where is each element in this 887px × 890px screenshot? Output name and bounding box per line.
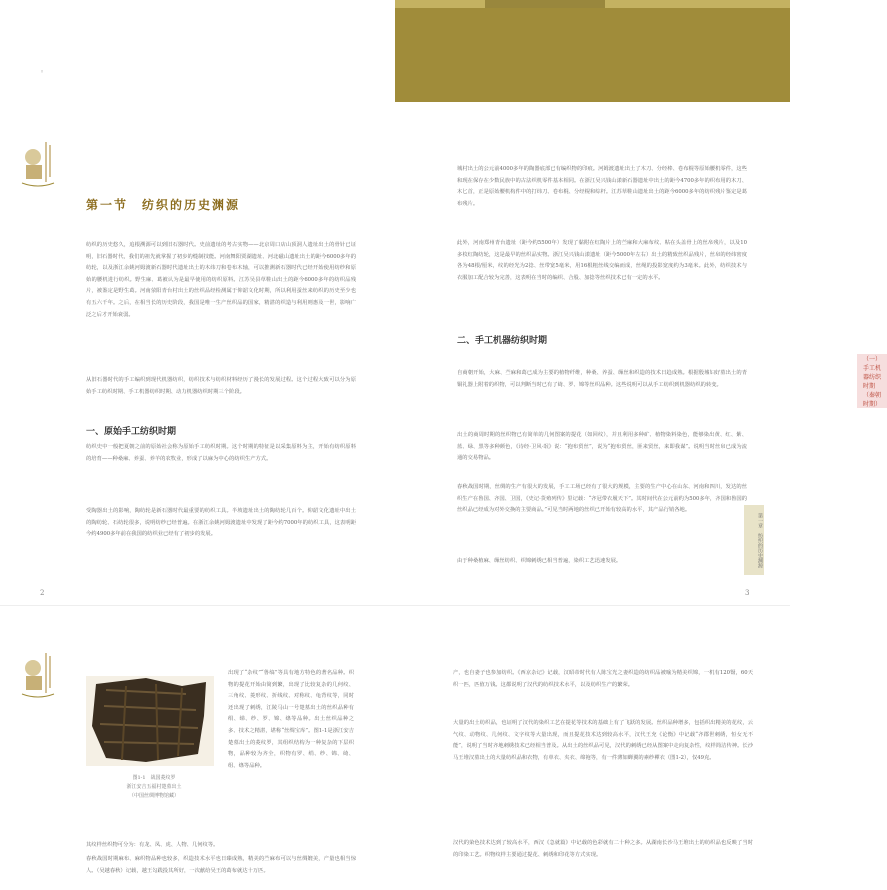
- photo-caption: 图1-1 战国菱纹罗 浙江安吉五福村楚墓出土 （中国丝绸博物馆藏）: [126, 775, 182, 799]
- page-top-right: [395, 0, 882, 605]
- chapter-banner-image: [395, 0, 790, 102]
- page-top-left: [0, 0, 395, 605]
- textile-fragment-photo: [86, 676, 214, 766]
- column-paragraph-2: 其纹样丝织物可分为：有龙、凤、虎、人物、几何纹等。: [86, 842, 219, 848]
- column-paragraph-3: 汉代的染色技术达到了较高水平，西汉《急就篇》中记载的色彩就有二十种之多。从湖南长沙马王堆出土的纺织品也反映了当时的印染工艺。织物纹样主要通过提花、刺绣和印花等方式实现。: [453, 840, 753, 858]
- section-one-title: 一、原始手工纺织时期: [86, 427, 177, 437]
- book-logo-icon: [18, 137, 58, 192]
- column-paragraph-1: 出现了“杂纹”“鲁缟”等具有地方特色的著名品种。织物的提花开始由简到繁，出现了比较复杂的几何纹、三角纹、菱形纹、折线纹、对称纹、龟背纹等，同时还出现了刺绣，江陵马山一号楚墓出土的丝织品种有绢、绨、纱、罗、锦、绦等品种。出土丝织品种之多、技术之精湛，堪称“丝绸宝库”。图1-1是浙江安吉楚墓出土的菱纹罗，其组织结构为一种复杂的下层织物，品种较为齐全，织物有罗、绢、纱、锦、绮、组、绦等品种。: [228, 670, 354, 769]
- chapter-title: 第一节 纺织的历史渊源: [86, 198, 241, 212]
- column-paragraph-5: 春秋战国时期，丝绸的生产有很大的发展，手工工场已经有了很大的规模，主要的生产中心在山东、河南和四川，发达的丝织生产在鲁国、齐国、卫国，《史记·货殖列传》里记载：“齐冠带衣履天下”。其时间代在公元前约为500多年，齐国和鲁国的丝织品已经成为对外交换的主要商品。”可见当时两地的丝织已开始有较高的水平，其产品行销各地。: [457, 484, 748, 514]
- section-one-paragraph: 纺织史中一般把夏朝之前的原始社会称为原始手工纺织时期。这个时期的特征是以采集原料为主，开始有纺织原料的培育——种桑麻、养蚕、养羊的农牧业，形成了以麻为中心的纺织生产方式。: [86, 444, 356, 462]
- chapter-side-tab: 第一章 纺织的历史渊源: [744, 505, 764, 575]
- page-number: 2: [40, 589, 45, 597]
- column-paragraph-3: 春秋战国时期麻布、麻织物品种也较多，织造技术水平也日臻成熟，精美的苎麻布可以与丝绸媲美，产量也相当惊人。（吴越春秋）记载，越王勾践投其所好，一次献给吴王的葛布就达十万匹。: [86, 856, 356, 874]
- page-marker: ◦: [40, 68, 45, 76]
- page-bottom-right: [395, 605, 790, 890]
- column-paragraph-3: 自商朝开始，大麻、苎麻和葛已成为主要的植物纤维，种桑、养蚕、缫丝和织造的技术日趋成熟。根据殷墟妇好墓出土的青铜礼器上附着的织物，可以判断当时已有了绮、罗、锦等丝织品种。这些说明可以从手工纺织到机器纺织的转变。: [457, 370, 747, 388]
- column-paragraph-1: 城村出土的公元前4000多年的陶器底部已有编织物的印痕。河姆渡遗址出土了木刀、分经棒、卷布棍等原始腰机零件，这些和现在保存在少数民族中的古法织机零件基本相同。在浙江吴兴钱山漾新石器遗址中出土的距今4700多年的织布用的木刀、木匕首，正是原始腰机构件中的打纬刀、卷布棍、分经棍和综杆。江苏草鞋山遗址出土的距今6000多年的纺织残片鉴定是葛布残片。: [457, 166, 747, 207]
- section-two-title: 二、手工机器纺织时期: [457, 336, 548, 346]
- column-paragraph-2: 此外，河南郑州青台遗址（距今约5500年）发现了黏附在红陶片上的苎麻和大麻布纹、粘在头盖骨上的丝帛残片，以及10多枚红陶纺轮，这是最早的丝织品实物。浙江吴兴钱山漾遗址（距今5000年左右）出土的精致丝织品残片，丝帛的经纬密度各为48根/厘米，纹的经光为2捻、丝带宽5毫米，用16根粗丝线交编而成，丝绳的投影宽度约为3毫米。此外，纺织技术与衣服加工配合较为完善，这表明在当时的编织、合股、加捻等丝织技术已有一定的水平。: [457, 240, 747, 281]
- page-number: 3: [745, 589, 750, 597]
- intro-paragraph: 纺织的历史悠久，追根溯源可以到旧石器时代。史前遗址的考古实物——北京周口店山顶洞人遗址出土的骨针已证明，旧石器时代，我们的祖先就掌握了初步的缝制技能。河南舞阳贾湖遗址、河北磁山遗址出土的距今6000多年的纺轮，以及浙江余姚河姆渡新石器时代遗址出土的木纬刀和卷布木轴，可以推测新石器时代已经开始使用纺纱和原始的腰机进行纺织。野生麻、葛被认为是最早使用的纺织原料。江苏吴县草鞋山出土的距今6000多年的纺织品残片，被鉴定是野生葛。河南荥阳青台村出土的丝织品经检测属于仰韶文化时期，所以利用蚕丝来纺织的历史至少也有五六千年。之后，在相当长的历史阶段，我国是唯一生产丝织品的国家，精湛的织造与利用则惠及一世，影响广泛之后才开始衰弱。: [86, 242, 356, 318]
- intro-paragraph-2: 从旧石器时代的手工编织到现代机器纺织，纺织技术与纺织材料经历了漫长的发展过程。这个过程大致可以分为原始手工纺织时期、手工机器纺织时期、动力机器纺织时期三个阶段。: [86, 377, 356, 395]
- section-one-paragraph-2: 受陶器出土的影响，陶纺轮是新石器时代最重要的纺织工具。半坡遗址出土的陶纺轮几百个。仰韶文化遗址中出土的陶纺轮、石纺轮很多，说明纺纱已经普遍。在浙江余姚河姆渡遗址中发现了距今约7000年的纺织工具，这表明距今约4900多年前在我国的纺织业已经有了初步的发展。: [86, 508, 356, 538]
- column-paragraph-6: 由于种桑植麻、缫丝纺织、织锦刺绣已相当普遍，染织工艺迅速发展。: [457, 558, 622, 564]
- column-paragraph-4: 出土的商周时期的丝织物已有简单的几何图案的提花（如回纹），并且利用多种矿、植物染料染色，能够染出黄、红、紫、蓝、绿、黑等多种颜色，《诗经·卫风·氓》说：“抱布贸丝”，说为“抱布贸丝，匪来贸丝，来即我谋”。说明当时丝帛已成为流通的交易物品。: [457, 432, 747, 462]
- subsection-title: （一）手工机器纺织时期（秦朝时期）: [857, 354, 887, 408]
- column-paragraph-2: 大量的出土纺织品，也证明了汉代的染织工艺在提花等技术的基础上有了飞跃的发展。丝织品种增多，包括织出精美的花纹，云气纹、动物纹、几何纹、文字纹等大量出现，而且提花技术达到较高水平，汉代王充《论衡》中记载“齐郡世刺绣，恒女无不能”，说明了当时齐地刺绣技术已经相当普及。从出土的丝织品可见，汉代的刺绣已经从图案中走向复杂性，纹样简洁传神。长沙马王堆汉墓出土的大量纺织品和衣物，有单衣、夹衣、绵袍等，有一件薄如蝉翼的素纱襌衣（图1-2），仅49克。: [453, 720, 753, 761]
- book-logo-icon: [18, 648, 58, 703]
- column-paragraph-1: 产，也自妻子也参加纺织。《西京杂记》记载，汉昭帝时代有人陈宝光之妻织造的纺织品被喻为精美织锦，一机有120镊，60天织一匹，匹值万钱。这都说明了汉代的纺织技术水平，以及纺织生产的繁荣。: [453, 670, 753, 688]
